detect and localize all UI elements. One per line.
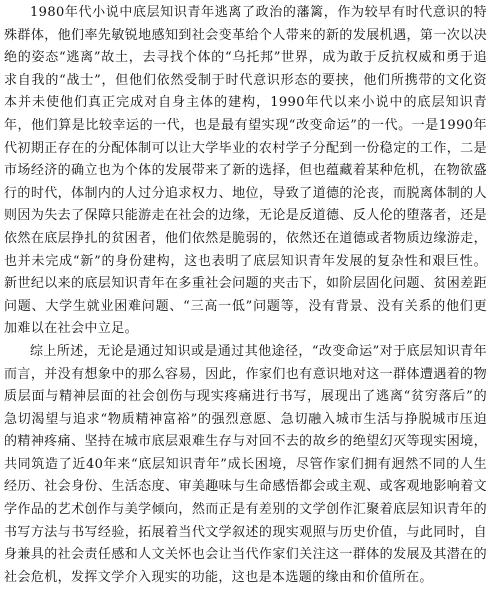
paragraph-1: 1980年代小说中底层知识青年逃离了政治的藩篱，作为较早有时代意识的特殊群体，他们率先敏锐地感知到社会变革给个人带来的新的发展机遇，第一次以决绝的姿态“逃离”故土，去寻找个体的“乌托邦”世界，成为敢于反抗权威和勇于追求自我的“战士”，但他们依然受制于时代意识形态的要挟，他们所携带的文化资本并未使他们真正完成对自身主体的建构，1990年代以来小说中的底层知识青年，他们算是比较幸运的一代，也是最有望实现“改变命运”的一代。一是1990年代初期正存在的分配体制可以让大学毕业的农村学子分配到一份稳定的工作，二是市场经济的确立也为个体的发展带来了新的选择，但也蕴藏着某种危机，在物欲盛行的时代，体制内的人过分追求权力、地位，导致了道德的沦丧，而脱离体制的人则因为失去了保障只能游走在社会的边缘，无论是反道德、反人伦的堕落者，还是依然在底层挣扎的贫困者，他们依然是脆弱的，依然还在道德或者物质边缘游走，也并未完成“新”的身份建构，这也表明了底层知识青年发展的复杂性和艰巨性。新世纪以来的底层知识青年在多重社会问题的夹击下，如阶层固化问题、贫困差距问题、大学生就业困难问题、“三高一低”问题等，没有背景、没有关系的他们更加难以在社会中立足。 — [4, 5, 487, 337]
paragraph-2: 综上所述，无论是通过知识或是通过其他途径，“改变命运”对于底层知识青年而言，并没有想象中的那么容易，因此，作家们也有意识地对这一群体遭遇着的物质层面与精神层面的社会创伤与现实疼痛进行书写，展现出了逃离“贫穷落后”的急切渴望与追求“物质精神富裕”的强烈意愿、急切融入城市生活与挣脱城市压迫的精神疼痛、坚持在城市底层艰难生存与对回不去的故乡的绝望幻灭等现实困境，共同筑造了近40年来“底层知识青年”成长困境，尽管作家们拥有迥然不同的人生经历、社会身份、生活态度、审美趣味与生命感悟都会或主观、或客观地影响着文学作品的艺术创作与美学倾向，然而正是有差别的文学创作汇聚着底层知识青年的书写方法与书写经验，拓展着当代文学叙述的现实观照与历史价值，与此同时，自身兼具的社会责任感和人文关怀也会让当代作家们关注这一群体的发展及其潜在的社会危机，发挥文学介入现实的功能，这也是本选题的缘由和价值所在。 — [4, 343, 487, 585]
